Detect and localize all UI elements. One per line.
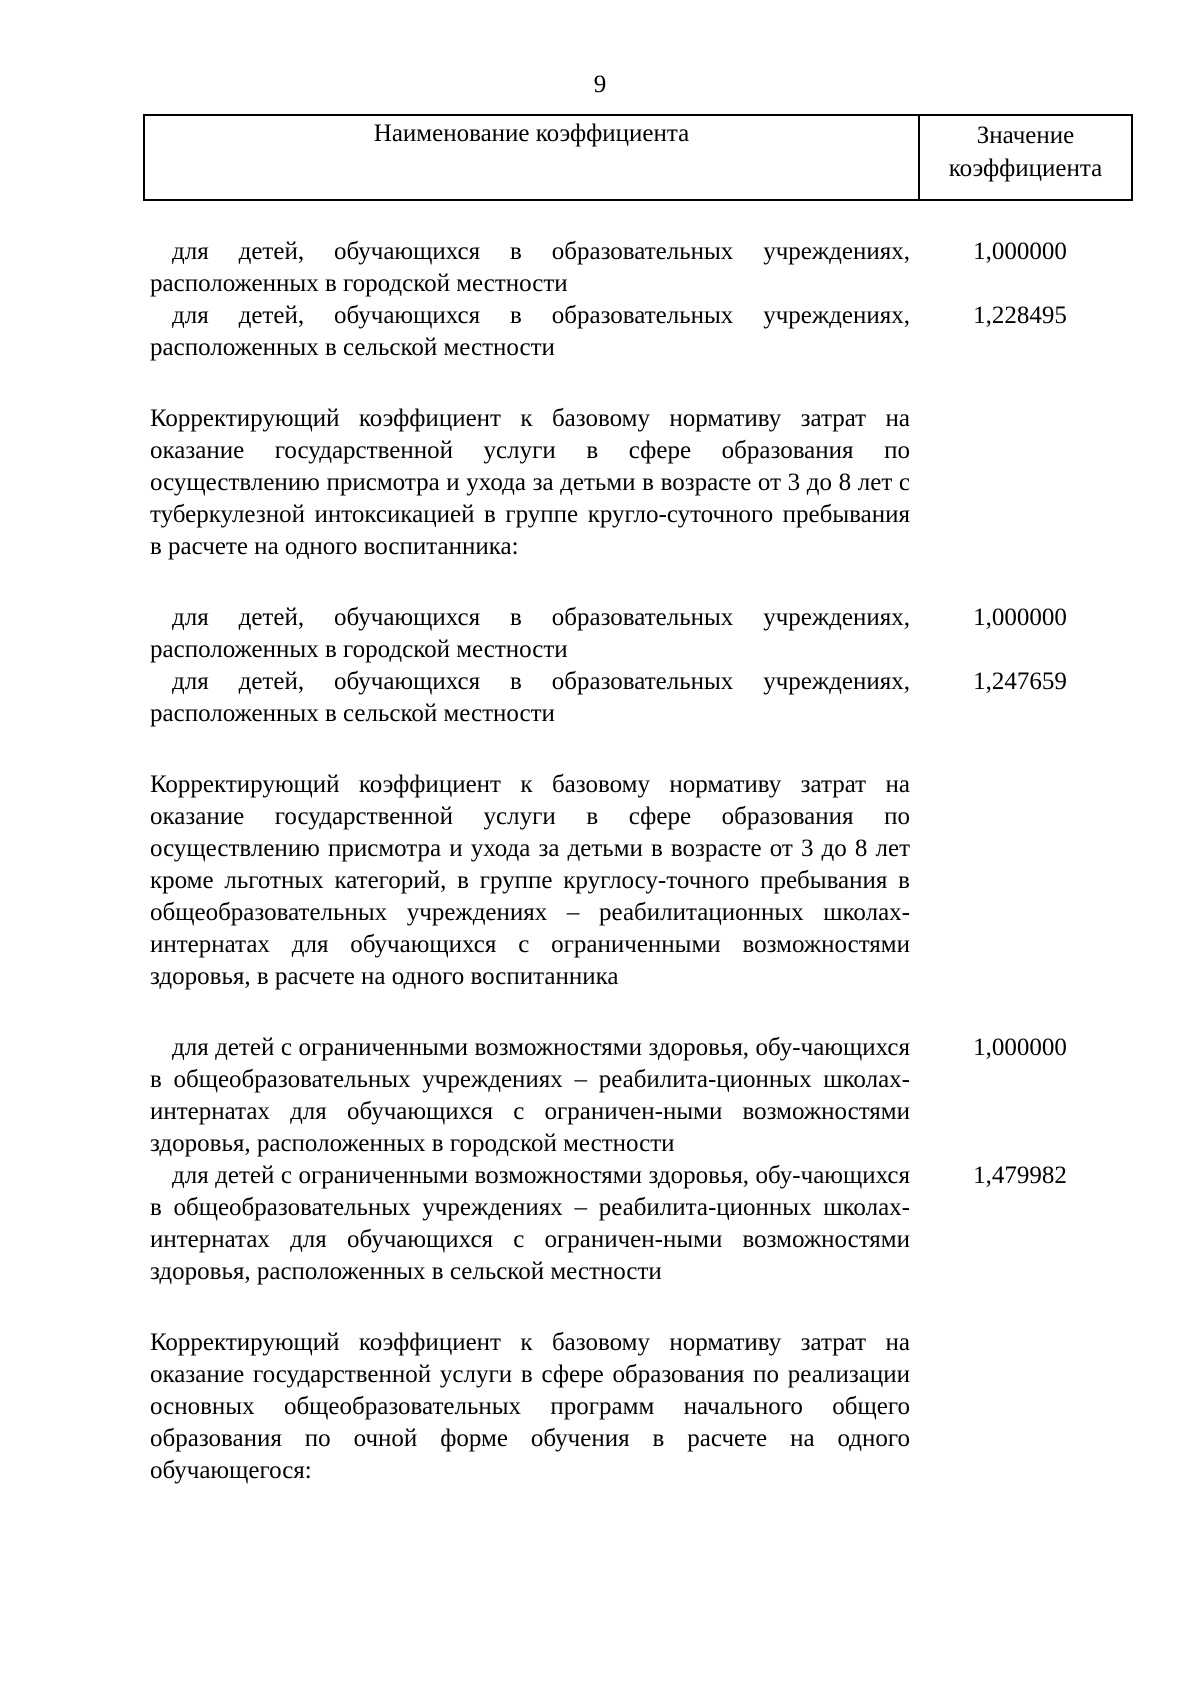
column-header-value-line2: коэффициента: [948, 155, 1103, 182]
table-header: [143, 114, 1133, 201]
coefficient-heading-paragraph: Корректирующий коэффициент к базовому нормативу затрат на оказание государственной услуги в сфере образования по осуществлению присмотра и ухода за детьми в возрасте от 3 до 8 лет с туберкулезной интоксикацией в группе кругло-суточного пребывания в расчете на одного воспитанника:: [150, 405, 910, 560]
column-header-value-line1: Значение: [976, 122, 1075, 149]
coefficient-row: [150, 602, 1150, 666]
coefficient-row-text: для детей, обучающихся в образовательных учреждениях, расположенных в сельской местности: [150, 302, 910, 361]
coefficient-group: [150, 236, 1150, 364]
coefficient-row: [150, 1032, 1150, 1160]
coefficient-row-value: 1,228495: [973, 302, 1067, 329]
coefficient-row-value: 1,247659: [973, 668, 1067, 695]
coefficient-row: [150, 236, 1150, 300]
coefficient-row-text: для детей, обучающихся в образовательных учреждениях, расположенных в сельской местности: [150, 668, 910, 727]
column-header-value: [920, 116, 1131, 199]
coefficient-row-value: 1,479982: [973, 1162, 1067, 1189]
coefficient-row-value: 1,000000: [973, 238, 1067, 265]
coefficient-row-text: для детей с ограниченными возможностями здоровья, обу-чающихся в общеобразовательных учреждениях – реабилита-ционных школах-интернатах для обучающихся с ограничен-ными возможностями здоровья, расположенных в городской местности: [150, 1034, 910, 1157]
coefficient-row-value: 1,000000: [973, 1034, 1067, 1061]
document-body: [150, 236, 1150, 1526]
coefficient-row-text: для детей, обучающихся в образовательных учреждениях, расположенных в городской местности: [150, 238, 910, 297]
page-number: 9: [593, 71, 607, 98]
coefficient-row-text: для детей с ограниченными возможностями здоровья, обу-чающихся в общеобразовательных учреждениях – реабилита-ционных школах-интернатах для обучающихся с ограничен-ными возможностями здоровья, расположенных в сельской местности: [150, 1162, 910, 1285]
coefficient-heading-paragraph: Корректирующий коэффициент к базовому нормативу затрат на оказание государственной услуги в сфере образования по реализации основных общеобразовательных программ начального общего образования по очной форме обучения в расчете на одного обучающегося:: [150, 1329, 910, 1484]
coefficient-row-text: для детей, обучающихся в образовательных учреждениях, расположенных в городской местности: [150, 604, 910, 663]
coefficient-group: [150, 602, 1150, 730]
coefficient-row-value: 1,000000: [973, 604, 1067, 631]
coefficient-row: [150, 1160, 1150, 1288]
coefficient-row: [150, 300, 1150, 364]
coefficient-heading-paragraph: Корректирующий коэффициент к базовому нормативу затрат на оказание государственной услуги в сфере образования по осуществлению присмотра и ухода за детьми в возрасте от 3 до 8 лет кроме льготных категорий, в группе круглосу-точного пребывания в общеобразовательных учреждениях – реабилитационных школах-интернатах для обучающихся с ограниченными возможностями здоровья, в расчете на одного воспитанника: [150, 771, 910, 990]
coefficient-row: [150, 666, 1150, 730]
column-header-name: Наименование коэффициента: [145, 116, 920, 199]
coefficient-group: [150, 1032, 1150, 1288]
